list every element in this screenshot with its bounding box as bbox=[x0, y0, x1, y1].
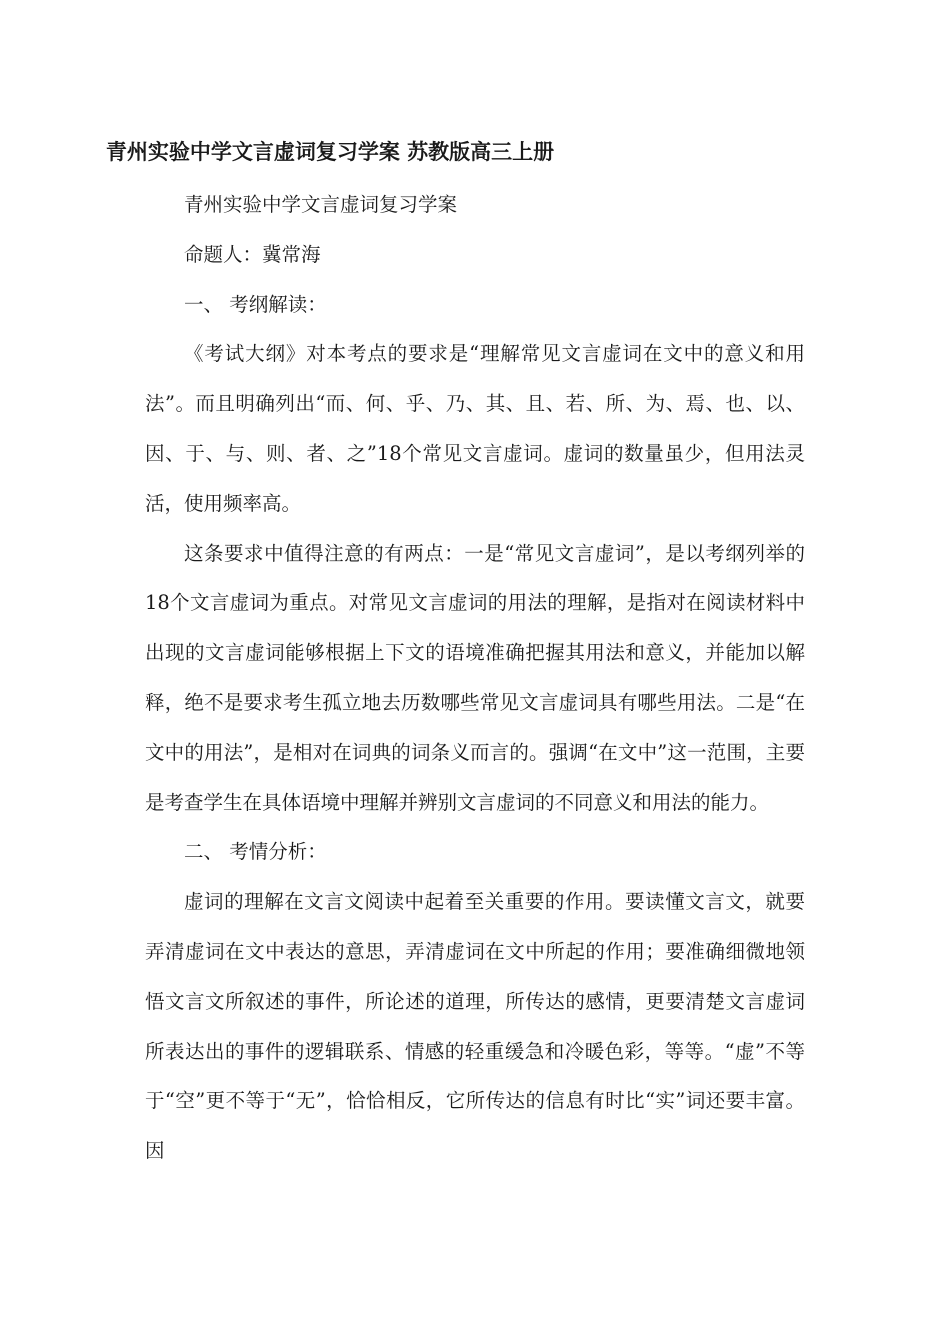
paragraph: 这条要求中值得注意的有两点：一是“常见文言虚词”，是以考纲列举的18个文言虚词为重点。对常见文言虚词的用法的理解，是指对在阅读材料中出现的文言虚词能够根据上下文的语境准确把握其用法和意义，并能加以解释，绝不是要求考生孤立地去历数哪些常见文言虚词具有哪些用法。二是“在文中的用法”，是相对在词典的词条义而言的。强调“在文中”这一范围，主要是考查学生在具体语境中理解并辨别文言虚词的不同意义和用法的能力。 bbox=[145, 541, 805, 814]
section-heading-2: 二、 考情分析： bbox=[184, 840, 327, 864]
document-body bbox=[145, 180, 805, 1176]
document-page bbox=[145, 0, 805, 1344]
paragraph: 《考试大纲》对本考点的要求是“理解常见文言虚词在文中的意义和用法”。而且明确列出“而、何、乎、乃、其、且、若、所、为、焉、也、以、因、于、与、则、者、之”18个常见文言虚词。虚词的数量虽少，但用法灵活，使用频率高。 bbox=[145, 342, 805, 515]
document-title: 青州实验中学文言虚词复习学案 苏教版高三上册 bbox=[105, 140, 555, 164]
document-subtitle: 青州实验中学文言虚词复习学案 bbox=[184, 193, 458, 216]
section-heading-1: 一、 考纲解读： bbox=[184, 292, 327, 316]
paragraph: 虚词的理解在文言文阅读中起着至关重要的作用。要读懂文言文，就要弄清虚词在文中表达的意思，弄清虚词在文中所起的作用；要准确细微地领悟文言文所叙述的事件，所论述的道理，所传达的感情，更要清楚文言虚词所表达出的事件的逻辑联系、情感的轻重缓急和冷暖色彩，等等。“虚”不等于“空”更不等于“无”，恰恰相反，它所传达的信息有时比“实”词还要丰富。因 bbox=[145, 890, 805, 1163]
author-line: 命题人：冀常海 bbox=[184, 242, 321, 266]
